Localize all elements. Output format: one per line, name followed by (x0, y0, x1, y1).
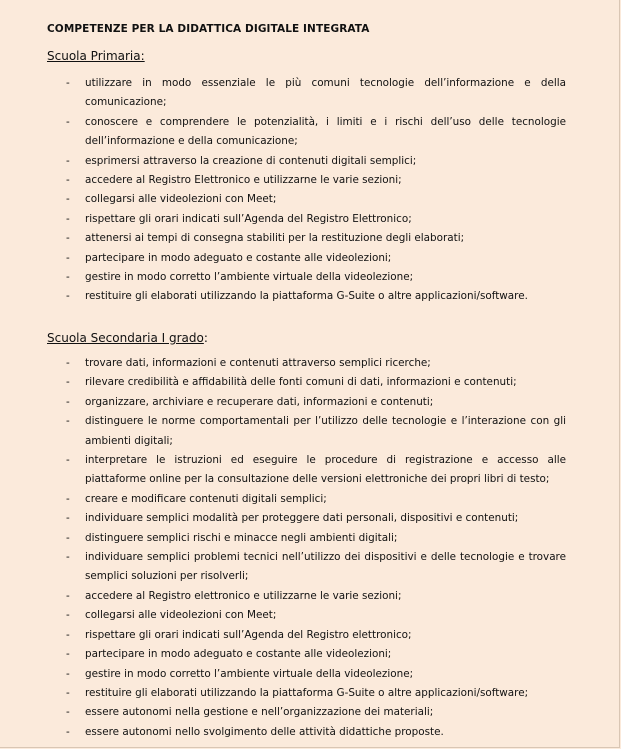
list-item-text: attenersi ai tempi di consegna stabiliti per la restituzione degli elaborati; (85, 232, 465, 245)
bullet-dash: - (66, 251, 70, 264)
list-item-text: rilevare credibilità e affidabilità delle fonti comuni di dati, informazioni e contenuti; (85, 376, 517, 389)
list-item (66, 412, 566, 451)
list-item-text: accedere al Registro Elettronico e utilizzarne le varie sezioni; (85, 174, 402, 187)
list-item (66, 606, 566, 625)
list-item-text: organizzare, archiviare e recuperare dati, informazioni e contenuti; (85, 395, 434, 408)
list-item-text: essere autonomi nello svolgimento delle attività didattiche proposte. (85, 725, 444, 738)
list-item (66, 587, 566, 606)
bullet-dash: - (66, 725, 70, 738)
list-item-text: conoscere e comprendere le potenzialità, i limiti e i rischi dell’uso delle tecnologie dell’informazione e della comunicazione; (85, 115, 566, 148)
bullet-dash: - (66, 193, 70, 206)
bullet-dash: - (66, 395, 70, 408)
primaria-list (66, 74, 566, 307)
list-item (66, 490, 566, 509)
bullet-dash: - (66, 174, 70, 187)
bullet-dash: - (66, 609, 70, 622)
list-item (66, 190, 566, 209)
page-title: COMPETENZE PER LA DIDATTICA DIGITALE INTEGRATA (47, 23, 370, 35)
bullet-dash: - (66, 290, 70, 303)
bullet-dash: - (66, 154, 70, 167)
list-item (66, 74, 566, 113)
bullet-dash: - (66, 415, 70, 428)
bullet-dash: - (66, 357, 70, 369)
list-item (66, 393, 566, 412)
bullet-dash: - (66, 589, 70, 602)
list-item (66, 723, 566, 742)
bullet-dash: - (66, 115, 70, 128)
list-item (66, 451, 566, 490)
list-item-text: utilizzare in modo essenziale le più comuni tecnologie dell’informazione e della comunicazione; (85, 77, 566, 109)
list-item-text: interpretare le istruzioni ed eseguire le procedure di registrazione e accesso alle piattaforme online per la consultazione delle versioni elettroniche dei propri libri di testo; (85, 454, 566, 486)
list-item (66, 529, 566, 548)
list-item-text: individuare semplici modalità per proteggere dati personali, dispositivi e contenuti; (85, 512, 519, 525)
bullet-dash: - (66, 648, 70, 661)
bullet-dash: - (66, 512, 70, 525)
list-item (66, 509, 566, 528)
list-item (66, 703, 566, 722)
list-item-text: trovare dati, informazioni e contenuti attraverso semplici ricerche; (85, 357, 431, 369)
bullet-dash: - (66, 376, 70, 389)
list-item-text: gestire in modo corretto l’ambiente virtuale della videolezione; (85, 667, 414, 680)
list-item-text: essere autonomi nella gestione e nell’organizzazione dei materiali; (85, 706, 434, 719)
bullet-dash: - (66, 454, 70, 467)
list-item (66, 113, 566, 152)
list-item-text: rispettare gli orari indicati sull’Agenda del Registro elettronico; (85, 628, 412, 641)
list-item-text: collegarsi alle videolezioni con Meet; (85, 193, 277, 206)
list-item (66, 548, 566, 587)
list-item-text: distinguere le norme comportamentali per l’utilizzo delle tecnologie e l’interazione con gli ambienti digitali; (85, 415, 566, 447)
secondaria-list (66, 354, 566, 742)
list-item-text: gestire in modo corretto l’ambiente virtuale della videolezione; (85, 271, 414, 284)
secondaria-heading (47, 331, 208, 345)
list-item-text: restituire gli elaborati utilizzando la piattaforma G-Suite o altre applicazioni/software. (85, 290, 528, 303)
secondaria-heading-colon: : (203, 331, 208, 345)
list-item-text: partecipare in modo adeguato e costante alle videolezioni; (85, 648, 392, 661)
bullet-dash: - (66, 232, 70, 245)
bullet-dash: - (66, 686, 70, 699)
bullet-dash: - (66, 77, 70, 89)
list-item-text: creare e modificare contenuti digitali semplici; (85, 492, 327, 505)
list-item-text: distinguere semplici rischi e minacce negli ambienti digitali; (85, 531, 398, 544)
list-item (66, 171, 566, 190)
list-item-text: individuare semplici problemi tecnici nell’utilizzo dei dispositivi e delle tecnologie e trovare semplici soluzioni per risolverli; (85, 551, 566, 583)
list-item-text: accedere al Registro elettronico e utilizzarne le varie sezioni; (85, 589, 402, 602)
list-item (66, 210, 566, 229)
bullet-dash: - (66, 271, 70, 284)
list-item (66, 354, 566, 373)
bullet-dash: - (66, 531, 70, 544)
list-item (66, 287, 566, 306)
bullet-dash: - (66, 492, 70, 505)
list-item (66, 684, 566, 703)
list-item-text: restituire gli elaborati utilizzando la piattaforma G-Suite o altre applicazioni/software; (85, 686, 529, 699)
primaria-heading: Scuola Primaria: (47, 49, 145, 63)
secondaria-heading-text: Scuola Secondaria I grado (47, 331, 204, 345)
list-item (66, 626, 566, 645)
list-item-text: esprimersi attraverso la creazione di contenuti digitali semplici; (85, 154, 417, 167)
bullet-dash: - (66, 212, 70, 225)
list-item (66, 665, 566, 684)
list-item (66, 645, 566, 664)
list-item (66, 268, 566, 287)
bullet-dash: - (66, 706, 70, 719)
list-item-text: partecipare in modo adeguato e costante alle videolezioni; (85, 251, 392, 264)
bullet-dash: - (66, 551, 70, 564)
list-item-text: rispettare gli orari indicati sull’Agenda del Registro Elettronico; (85, 212, 412, 225)
list-item-text: collegarsi alle videolezioni con Meet; (85, 609, 277, 622)
bullet-dash: - (66, 628, 70, 641)
list-item (66, 229, 566, 248)
bullet-dash: - (66, 667, 70, 680)
list-item (66, 249, 566, 268)
list-item (66, 373, 566, 392)
list-item (66, 152, 566, 171)
